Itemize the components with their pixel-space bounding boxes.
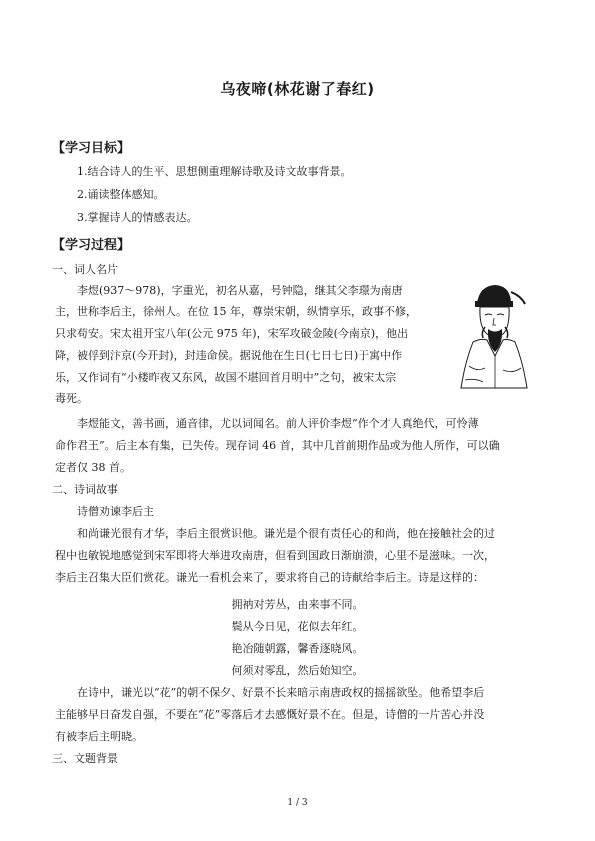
page-number: 1 / 3: [287, 798, 308, 808]
bio-line: 定者仅 38 首。: [55, 461, 131, 474]
section-heading-process: 【学习过程】: [52, 238, 131, 253]
story-line: 李后主召集大臣们赏花。谦光一看机会来了，要求将自己的诗献给李后主。诗是这样的：: [55, 571, 484, 584]
poem-line: 艳冶随朝露，馨香逐晓风。: [231, 642, 364, 655]
story-line: 有被李后主明晓。: [55, 730, 143, 743]
bio-line: 降，被俘到汴京(今开封)，封违命侯。据说他在生日(七日七日)于寓中作: [55, 349, 403, 362]
bio-line: 李煜能文，善书画，通音律，尤以词闻名。前人评价李煜“作个才人真绝代，可怜薄: [77, 417, 479, 430]
goal-item: 2.诵读整体感知。: [77, 188, 165, 201]
story-title: 诗僧劝谏李后主: [77, 505, 154, 518]
li-yu-portrait-icon: [455, 282, 531, 390]
bio-line: 李煜(937～978)，字重光，初名从嘉，号钟隐，继其父李璟为南唐: [77, 284, 403, 297]
part-heading: 一、词人名片: [52, 263, 118, 276]
section-heading-goals: 【学习目标】: [52, 141, 131, 156]
bio-line: 乐，又作词有“小楼昨夜又东风，故国不堪回首月明中”之句，被宋太宗: [55, 371, 397, 384]
part-heading: 二、诗词故事: [52, 483, 118, 496]
story-line: 和尚谦光很有才华，李后主很赏识他。谦光是个很有责任心的和尚，他在接触社会的过: [77, 527, 495, 540]
poem-line: 鬓从今日见，花似去年红。: [231, 620, 364, 633]
bio-line: 毒死。: [55, 392, 88, 405]
bio-line: 主，世称李后主，徐州人。在位 15 年，尊崇宋朝，纵情享乐，政事不修，: [55, 305, 417, 318]
poem-line: 拥衲对芳丛，由来事不同。: [231, 598, 364, 611]
story-line: 主能够早日奋发自强，不要在“花”零落后才去感慨好景不在。但是，诗僧的一片苦心并没: [55, 708, 485, 721]
story-line: 程中也敏锐地感觉到宋军即将大举进攻南唐，但看到国政日渐崩溃，心里不是滋味。一次，: [55, 549, 495, 562]
goal-item: 3.掌握诗人的情感表达。: [77, 211, 198, 224]
bio-line: 命作君王”。后主本有集，已失传。现存词 46 首，其中几首前期作品或为他人所作，可以确: [55, 439, 500, 452]
bio-line: 只求苟安。宋太祖开宝八年(公元 975 年)，宋军攻破金陵(今南京)，他出: [55, 327, 409, 340]
part-heading: 三、文题背景: [52, 752, 118, 765]
document-title: 乌夜啼(林花谢了春红): [220, 80, 375, 98]
story-line: 在诗中，谦光以“花”的朝不保夕、好景不长来暗示南唐政权的摇摇欲坠。他希望李后: [77, 686, 485, 699]
goal-item: 1.结合诗人的生平、思想侧重理解诗歌及诗文故事背景。: [77, 165, 352, 178]
poem-line: 何须对零乱，然后始知空。: [231, 664, 364, 677]
